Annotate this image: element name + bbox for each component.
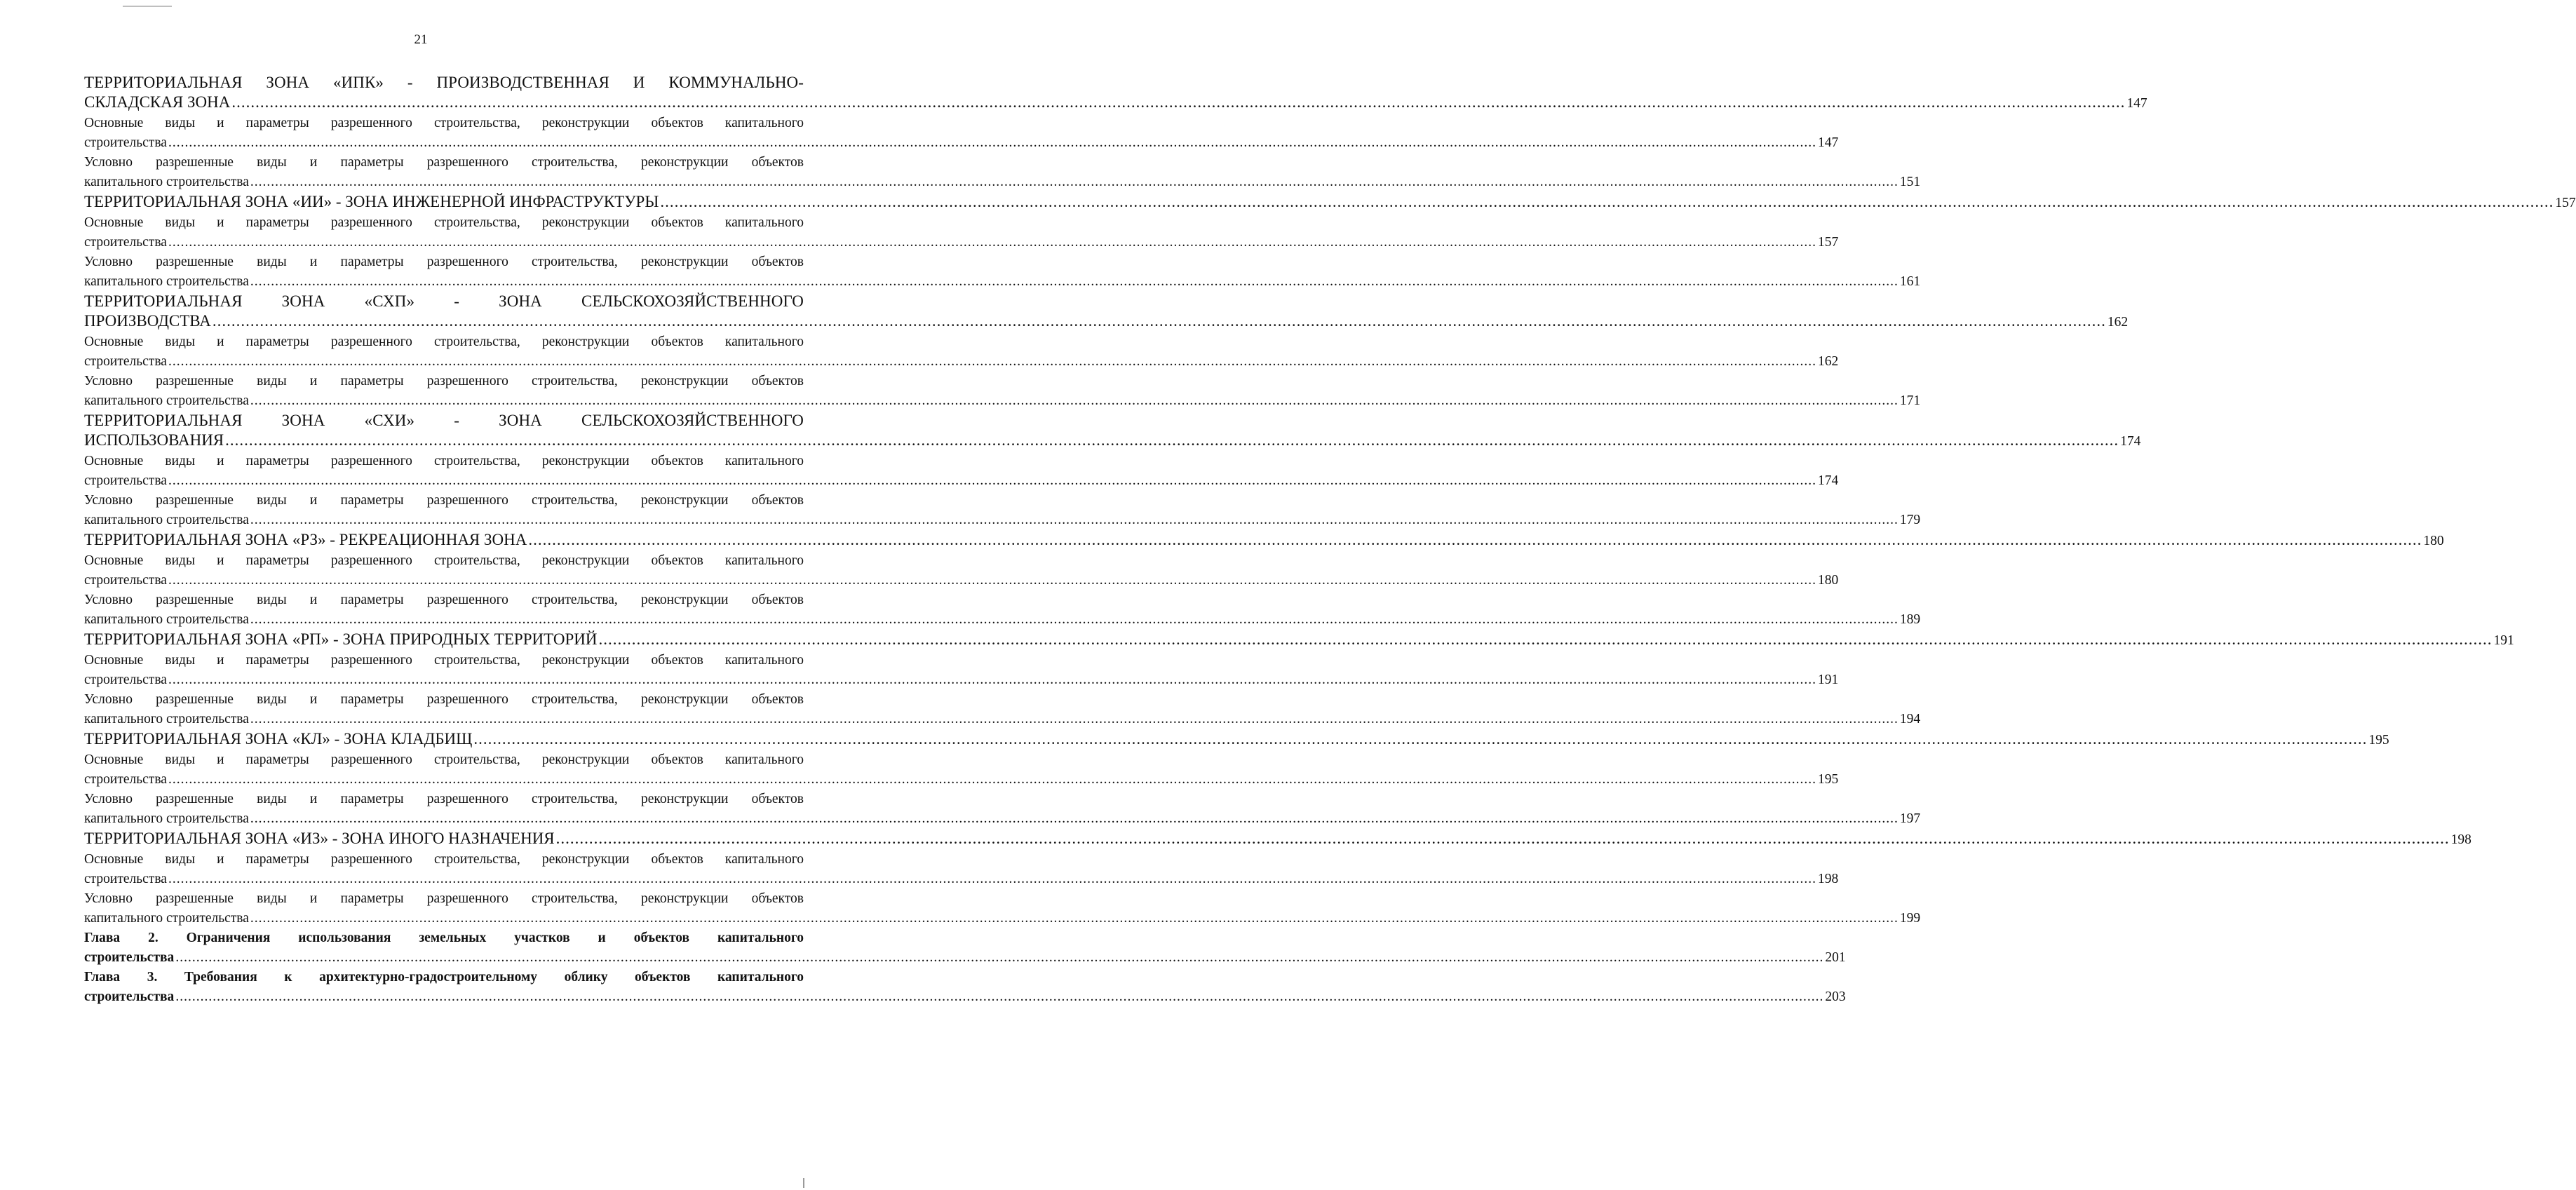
toc-entry-sub[interactable] <box>84 551 1839 590</box>
toc-page-number[interactable]: 191 <box>2493 633 2514 648</box>
toc-entry-sub[interactable] <box>84 850 1839 889</box>
toc-entry-title-end: строительства <box>84 950 175 965</box>
dot-leader: ................................................................................................................................................................................................................................................................................................................................................................................................................ <box>168 672 1816 687</box>
toc-page-number[interactable]: 180 <box>2423 534 2444 548</box>
toc-entry-zone[interactable] <box>84 729 2389 750</box>
toc-entry-last-line <box>84 352 1839 372</box>
dot-leader: ................................................................................................................................................................................................................................................................................................................................................................................................................ <box>168 235 1816 250</box>
toc-entry-title-end: строительства <box>84 672 167 687</box>
toc-entry-last-line <box>84 511 1921 530</box>
toc-entry-title-line: Глава 3. Требования к архитектурно-градостроительному облику объектов капитального <box>84 970 804 985</box>
toc-page-number[interactable]: 198 <box>2450 832 2472 847</box>
toc-page-number[interactable]: 147 <box>2126 96 2147 111</box>
toc-entry-title-line: Условно разрешенные виды и параметры разрешенного строительства, реконструкции объектов <box>84 493 804 508</box>
toc-entry-title-line: Условно разрешенные виды и параметры разрешенного строительства, реконструкции объектов <box>84 891 804 906</box>
toc-entry-zone[interactable] <box>84 411 2141 452</box>
toc-entry-chapter[interactable] <box>84 968 1846 1007</box>
toc-entry-title-end: ТЕРРИТОРИАЛЬНАЯ ЗОНА «РП» - ЗОНА ПРИРОДНЫХ ТЕРРИТОРИЙ <box>84 630 598 648</box>
toc-entry-title-end: ПРОИЗВОДСТВА <box>84 312 211 330</box>
toc-entry-last-line <box>84 233 1839 252</box>
toc-page-number[interactable]: 189 <box>1899 612 1921 627</box>
toc-entry-zone[interactable] <box>84 292 2129 332</box>
toc-page-number[interactable]: 191 <box>1817 672 1839 687</box>
toc-entry-title-line: Условно разрешенные виды и параметры разрешенного строительства, реконструкции объектов <box>84 792 804 806</box>
dot-leader: ................................................................................................................................................................................................................................................................................................................................................................................................................ <box>168 473 1816 488</box>
toc-entry-title-line: Основные виды и параметры разрешенного строительства, реконструкции объектов капитального <box>84 553 804 568</box>
toc-entry-sub[interactable] <box>84 750 1839 790</box>
toc-entry-last-line <box>84 909 1921 928</box>
toc-page-number[interactable]: 198 <box>1817 872 1839 886</box>
toc-page-number[interactable]: 174 <box>1817 473 1839 488</box>
toc-entry-sub[interactable] <box>84 114 1839 153</box>
dot-leader: ................................................................................................................................................................................................................................................................................................................................................................................................................ <box>250 712 1899 726</box>
dot-leader: ................................................................................................................................................................................................................................................................................................................................................................................................................ <box>175 950 1824 965</box>
toc-entry-title-end: капитального строительства <box>84 811 249 826</box>
toc-page-number[interactable]: 161 <box>1899 274 1921 289</box>
toc-entry-last-line <box>84 571 1839 590</box>
toc-page-number[interactable]: 179 <box>1899 513 1921 527</box>
toc-entry-zone[interactable] <box>84 829 2472 850</box>
toc-entry-title-end: ТЕРРИТОРИАЛЬНАЯ ЗОНА «ИИ» - ЗОНА ИНЖЕНЕРНОЙ ИНФРАСТРУКТУРЫ <box>84 193 659 210</box>
toc-entry-last-line <box>84 391 1921 411</box>
toc-entry-title-end: ИСПОЛЬЗОВАНИЯ <box>84 431 224 449</box>
toc-entry-last-line <box>84 133 1839 153</box>
toc-entry-last-line <box>84 630 2514 651</box>
dot-leader: ................................................................................................................................................................................................................................................................................................................................................................................................................ <box>175 989 1824 1004</box>
toc-entry-last-line <box>84 192 2576 213</box>
dot-leader: ................................................................................................................................................................................................................................................................................................................................................................................................................ <box>250 911 1899 926</box>
toc-entry-zone[interactable] <box>84 192 2576 213</box>
toc-entry-sub[interactable] <box>84 372 1921 411</box>
dot-leader: ................................................................................................................................................................................................................................................................................................................................................................................................................ <box>660 193 2554 210</box>
dot-leader: ................................................................................................................................................................................................................................................................................................................................................................................................................ <box>168 135 1816 150</box>
dot-leader: ................................................................................................................................................................................................................................................................................................................................................................................................................ <box>555 830 2450 847</box>
dot-leader: ................................................................................................................................................................................................................................................................................................................................................................................................................ <box>250 513 1899 527</box>
toc-entry-title-end: капитального строительства <box>84 175 249 189</box>
toc-entry-title-end: капитального строительства <box>84 911 249 926</box>
toc-entry-chapter[interactable] <box>84 928 1846 968</box>
toc-entry-title-end: капитального строительства <box>84 393 249 408</box>
toc-page-number[interactable]: 162 <box>1817 354 1839 369</box>
toc-entry-title-end: строительства <box>84 473 167 488</box>
toc-entry-sub[interactable] <box>84 452 1839 491</box>
toc-page-number[interactable]: 157 <box>1817 235 1839 250</box>
toc-entry-title-line: Основные виды и параметры разрешенного строительства, реконструкции объектов капитального <box>84 116 804 130</box>
dot-leader: ................................................................................................................................................................................................................................................................................................................................................................................................................ <box>250 274 1899 289</box>
toc-entry-title-line: Основные виды и параметры разрешенного строительства, реконструкции объектов капитального <box>84 454 804 468</box>
toc-entry-title-line: Условно разрешенные виды и параметры разрешенного строительства, реконструкции объектов <box>84 593 804 607</box>
toc-entry-title-end: ТЕРРИТОРИАЛЬНАЯ ЗОНА «РЗ» - РЕКРЕАЦИОННАЯ ЗОНА <box>84 531 527 548</box>
toc-entry-title-line: ТЕРРИТОРИАЛЬНАЯ ЗОНА «СХИ» - ЗОНА СЕЛЬСКОХОЗЯЙСТВЕННОГО <box>84 412 804 429</box>
toc-entry-last-line <box>84 948 1846 968</box>
dot-leader: ................................................................................................................................................................................................................................................................................................................................................................................................................ <box>250 612 1899 627</box>
toc-entry-sub[interactable] <box>84 889 1921 928</box>
toc-page-number[interactable]: 201 <box>1825 950 1846 965</box>
dot-leader: ................................................................................................................................................................................................................................................................................................................................................................................................................ <box>598 630 2493 648</box>
toc-page-number[interactable]: 199 <box>1899 911 1921 926</box>
toc-entry-last-line <box>84 431 2141 452</box>
toc-page-number[interactable]: 174 <box>2120 434 2141 449</box>
toc-page-number[interactable]: 203 <box>1825 989 1846 1004</box>
toc-entry-title-end: капитального строительства <box>84 612 249 627</box>
toc-entry-last-line <box>84 530 2444 551</box>
toc-page-number[interactable]: 197 <box>1899 811 1921 826</box>
dot-leader: ................................................................................................................................................................................................................................................................................................................................................................................................................ <box>231 93 2126 111</box>
toc-entry-title-end: строительства <box>84 135 167 150</box>
toc-entry-title-end: ТЕРРИТОРИАЛЬНАЯ ЗОНА «ИЗ» - ЗОНА ИНОГО НАЗНАЧЕНИЯ <box>84 830 555 847</box>
toc-entry-title-end: СКЛАДСКАЯ ЗОНА <box>84 93 231 111</box>
toc-page-number[interactable]: 157 <box>2555 196 2576 210</box>
page-number: 21 <box>414 32 428 47</box>
toc-entry-sub[interactable] <box>84 651 1839 690</box>
toc-entry-last-line <box>84 710 1921 729</box>
toc-page-number[interactable]: 151 <box>1899 175 1921 189</box>
dot-leader: ................................................................................................................................................................................................................................................................................................................................................................................................................ <box>212 312 2106 330</box>
toc-entry-title-end: капитального строительства <box>84 274 249 289</box>
toc-entry-title-line: Основные виды и параметры разрешенного строительства, реконструкции объектов капитального <box>84 215 804 230</box>
toc-page-number[interactable]: 195 <box>2368 733 2389 748</box>
toc-entry-last-line <box>84 987 1846 1007</box>
toc-entry-title-line: Условно разрешенные виды и параметры разрешенного строительства, реконструкции объектов <box>84 692 804 707</box>
toc-entry-title-line: Условно разрешенные виды и параметры разрешенного строительства, реконструкции объектов <box>84 255 804 269</box>
toc-page-number[interactable]: 147 <box>1817 135 1839 150</box>
toc-entry-title-line: Глава 2. Ограничения использования земельных участков и объектов капитального <box>84 931 804 945</box>
toc-entry-last-line <box>84 471 1839 491</box>
toc-entry-last-line <box>84 670 1839 690</box>
toc-entry-title-line: Основные виды и параметры разрешенного строительства, реконструкции объектов капитального <box>84 653 804 668</box>
toc-entry-title-end: ТЕРРИТОРИАЛЬНАЯ ЗОНА «КЛ» - ЗОНА КЛАДБИЩ <box>84 730 473 748</box>
toc-entry-last-line <box>84 272 1921 292</box>
toc-entry-title-end: строительства <box>84 235 167 250</box>
toc-entry-last-line <box>84 809 1921 829</box>
toc-entry-sub[interactable] <box>84 213 1839 252</box>
toc-entry-title-end: строительства <box>84 354 167 369</box>
toc-entry-sub[interactable] <box>84 790 1921 829</box>
toc-entry-sub[interactable] <box>84 332 1839 372</box>
toc-entry-sub[interactable] <box>84 590 1921 630</box>
toc-entry-title-end: строительства <box>84 772 167 787</box>
toc-entry-last-line <box>84 770 1839 790</box>
toc-entry-last-line <box>84 870 1839 889</box>
scan-artifact <box>803 1178 804 1188</box>
dot-leader: ................................................................................................................................................................................................................................................................................................................................................................................................................ <box>250 175 1899 189</box>
toc-entry-sub[interactable] <box>84 491 1921 530</box>
toc-page-number[interactable]: 162 <box>2107 315 2129 330</box>
dot-leader: ................................................................................................................................................................................................................................................................................................................................................................................................................ <box>168 354 1816 369</box>
dot-leader: ................................................................................................................................................................................................................................................................................................................................................................................................................ <box>168 872 1816 886</box>
toc-entry-title-line: Основные виды и параметры разрешенного строительства, реконструкции объектов капитального <box>84 334 804 349</box>
toc-entry-title-end: строительства <box>84 573 167 588</box>
toc-entry-title-line: Условно разрешенные виды и параметры разрешенного строительства, реконструкции объектов <box>84 374 804 388</box>
toc-entry-sub[interactable] <box>84 690 1921 729</box>
toc-entry-last-line <box>84 173 1921 192</box>
toc-page-number[interactable]: 194 <box>1899 712 1921 726</box>
dot-leader: ................................................................................................................................................................................................................................................................................................................................................................................................................ <box>250 393 1899 408</box>
toc-entry-title-end: капитального строительства <box>84 513 249 527</box>
dot-leader: ................................................................................................................................................................................................................................................................................................................................................................................................................ <box>225 431 2119 449</box>
dot-leader: ................................................................................................................................................................................................................................................................................................................................................................................................................ <box>250 811 1899 826</box>
toc-entry-sub[interactable] <box>84 252 1921 292</box>
toc-page-number[interactable]: 171 <box>1899 393 1921 408</box>
toc-entry-sub[interactable] <box>84 153 1921 192</box>
toc-entry-last-line <box>84 93 2147 114</box>
toc-entry-last-line <box>84 610 1921 630</box>
toc-entry-title-line: Основные виды и параметры разрешенного строительства, реконструкции объектов капитального <box>84 752 804 767</box>
toc-entry-title-line: Основные виды и параметры разрешенного строительства, реконструкции объектов капитального <box>84 852 804 867</box>
toc-entry-title-end: строительства <box>84 872 167 886</box>
toc-entry-last-line <box>84 729 2389 750</box>
toc-entry-title-end: капитального строительства <box>84 712 249 726</box>
toc-page-number[interactable]: 180 <box>1817 573 1839 588</box>
table-of-contents <box>84 73 2576 1007</box>
dot-leader: ................................................................................................................................................................................................................................................................................................................................................................................................................ <box>168 772 1816 787</box>
toc-entry-title-line: ТЕРРИТОРИАЛЬНАЯ ЗОНА «ИПК» - ПРОИЗВОДСТВЕННАЯ И КОММУНАЛЬНО- <box>84 74 804 91</box>
toc-entry-last-line <box>84 829 2472 850</box>
toc-entry-zone[interactable] <box>84 73 2147 114</box>
scan-artifact <box>123 0 172 7</box>
toc-entry-title-end: строительства <box>84 989 175 1004</box>
toc-entry-title-line: Условно разрешенные виды и параметры разрешенного строительства, реконструкции объектов <box>84 155 804 170</box>
dot-leader: ................................................................................................................................................................................................................................................................................................................................................................................................................ <box>528 531 2422 548</box>
toc-entry-title-line: ТЕРРИТОРИАЛЬНАЯ ЗОНА «СХП» - ЗОНА СЕЛЬСКОХОЗЯЙСТВЕННОГО <box>84 292 804 310</box>
toc-entry-last-line <box>84 311 2129 332</box>
toc-entry-zone[interactable] <box>84 630 2514 651</box>
toc-page-number[interactable]: 195 <box>1817 772 1839 787</box>
dot-leader: ................................................................................................................................................................................................................................................................................................................................................................................................................ <box>473 730 2368 748</box>
dot-leader: ................................................................................................................................................................................................................................................................................................................................................................................................................ <box>168 573 1816 588</box>
toc-entry-zone[interactable] <box>84 530 2444 551</box>
